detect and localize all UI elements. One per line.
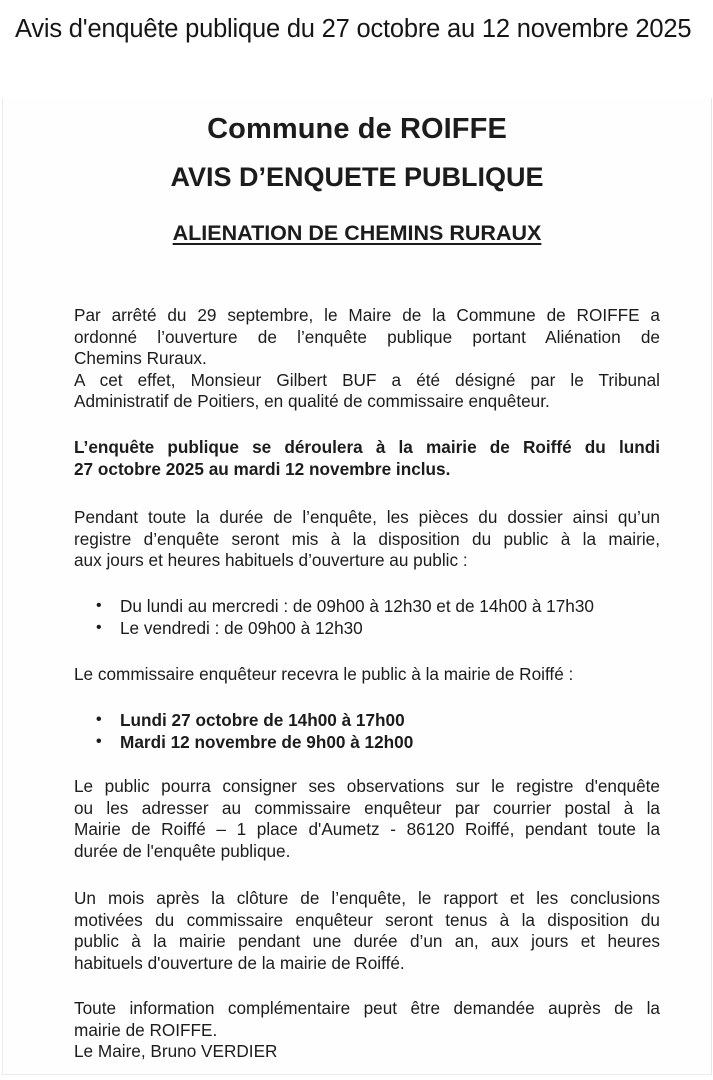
text-line: Le public pourra consigner ses observations sur le registre d'enquête xyxy=(74,776,660,796)
observations-paragraph xyxy=(74,776,660,862)
text-line: A cet effet, Monsieur Gilbert BUF a été désigné par le Tribunal xyxy=(74,369,660,390)
text-line: Mairie de Roiffé – 1 place d'Aumetz - 86120 Roiffé, pendant toute la xyxy=(74,819,660,839)
text-line: public à la mairie pendant une durée d’un an, aux jours et heures xyxy=(74,931,660,951)
opening-hours-item: • Du lundi au mercredi : de 09h00 à 12h30 et de 14h00 à 17h30 xyxy=(96,595,676,617)
permanence-item: • Lundi 27 octobre de 14h00 à 17h00 xyxy=(96,709,676,731)
report-paragraph xyxy=(74,888,660,974)
contact-paragraph xyxy=(74,998,660,1063)
text-line: Par arrêté du 29 septembre, le Maire de la Commune de ROIFFE a xyxy=(74,305,660,325)
permanences-list xyxy=(96,709,676,753)
text-line: registre d’enquête seront mis à la disposition du public à la mairie, xyxy=(74,528,660,549)
text-line: Administratif de Poitiers, en qualité de commissaire enquêteur. xyxy=(74,391,550,411)
permanence-item: • Mardi 12 novembre de 9h00 à 12h00 xyxy=(96,731,676,753)
opening-hours-list xyxy=(96,595,676,639)
text-line: aux jours et heures habituels d’ouverture au public : xyxy=(74,550,468,570)
notice-document xyxy=(2,98,712,1075)
signature: Le Maire, Bruno VERDIER xyxy=(74,1041,278,1061)
notice-subject-text: ALIENATION DE CHEMINS RURAUX xyxy=(172,221,542,245)
permanences-intro: Le commissaire enquêteur recevra le public à la mairie de Roiffé : xyxy=(74,664,574,684)
text-line: Chemins Ruraux. xyxy=(74,348,207,368)
dossier-paragraph xyxy=(74,507,660,572)
text-line: ordonné l’ouverture de l’enquête publique portant Aliénation de xyxy=(74,326,660,347)
post-title: Avis d'enquête publique du 27 octobre au 12 novembre 2025 xyxy=(15,15,692,43)
text-line: durée de l'enquête publique. xyxy=(74,840,291,861)
text-line: L’enquête publique se déroulera à la mairie de Roiffé du lundi xyxy=(74,437,660,457)
text-line: Pendant toute la durée de l’enquête, les pièces du dossier ainsi qu’un xyxy=(74,507,660,527)
notice-heading: AVIS D’ENQUETE PUBLIQUE xyxy=(170,162,544,192)
text-line: ou les adresser au commissaire enquêteur par courrier postal à la xyxy=(74,797,660,818)
commune-title: Commune de ROIFFE xyxy=(207,113,507,145)
opening-hours-item: • Le vendredi : de 09h00 à 12h30 xyxy=(96,617,676,639)
text-line: motivées du commissaire enquêteur seront tenus à la disposition du xyxy=(74,909,660,930)
text-line: habituels d'ouverture de la mairie de Roiffé. xyxy=(74,952,405,973)
intro-paragraph xyxy=(74,305,660,413)
dates-paragraph xyxy=(74,437,660,480)
text-line: 27 octobre 2025 au mardi 12 novembre inclus. xyxy=(74,458,451,479)
text-line: Toute information complémentaire peut être demandée auprès de la xyxy=(74,998,660,1018)
text-line: Un mois après la clôture de l’enquête, le rapport et les conclusions xyxy=(74,888,660,908)
text-line: mairie de ROIFFE. xyxy=(74,1019,218,1040)
notice-subject xyxy=(3,221,711,246)
